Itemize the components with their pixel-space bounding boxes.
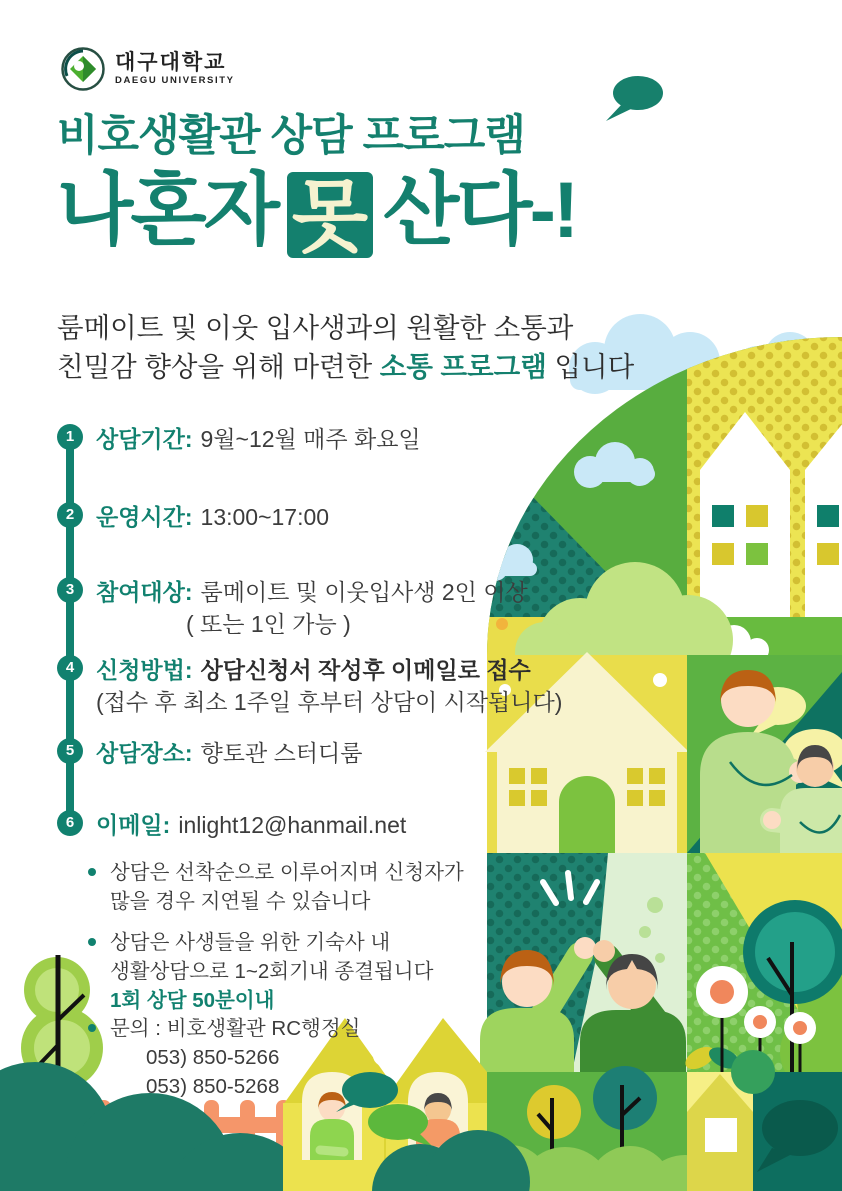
item-label: 신청방법: (96, 657, 193, 683)
note-highlight: 1회 상담 50분이내 (110, 989, 275, 1012)
highfive-tile (480, 853, 687, 1072)
item-label: 참여대상: (96, 579, 193, 605)
university-logo (60, 46, 235, 92)
logo-korean-name: 대구대학교 (115, 50, 227, 74)
item-value: 9월~12월 매주 화요일 (200, 426, 421, 452)
program-title: 비호생활관 상담 프로그램 (57, 112, 525, 160)
main-title (57, 162, 577, 261)
info-item-hours (57, 502, 329, 533)
note-sessions (88, 928, 433, 1015)
note-contact (88, 1014, 360, 1101)
item-number-badge: 3 (57, 577, 83, 603)
note-line: 생활상담으로 1~2회기내 종결됩니다 (110, 960, 434, 983)
item-number-badge: 1 (57, 424, 83, 450)
item-number-badge: 6 (57, 810, 83, 836)
item-value-line2: ( 또는 1인 가능 ) (186, 611, 351, 637)
bullet-dot-icon (88, 1024, 96, 1032)
info-item-email (57, 810, 406, 841)
contact-office: 문의 : 비호생활관 RC행정실 (110, 1017, 361, 1040)
bullet-dot-icon (88, 938, 96, 946)
item-value: 향토관 스터디룸 (200, 740, 363, 766)
item-label: 상담장소: (96, 740, 193, 766)
intro-highlight: 소통 프로그램 (379, 351, 547, 382)
info-item-apply (57, 655, 562, 719)
info-item-place (57, 738, 362, 769)
item-value-line2: (접수 후 최소 1주일 후부터 상담이 시작됩니다) (96, 689, 563, 715)
intro-line1: 룸메이트 및 이웃 입사생과의 원활한 소통과 (57, 312, 574, 343)
intro-line2 (57, 347, 634, 386)
item-number-badge: 2 (57, 502, 83, 528)
main-title-boxed-word: 못 (287, 172, 373, 258)
contact-phone-2: 053) 850-5268 (146, 1075, 280, 1098)
info-item-period (57, 424, 421, 455)
contact-phone-1: 053) 850-5266 (146, 1046, 280, 1069)
info-item-target (57, 577, 528, 641)
item-number-badge: 4 (57, 655, 83, 681)
university-emblem-icon (60, 46, 106, 92)
bullet-dot-icon (88, 868, 96, 876)
note-first-come (88, 858, 464, 916)
intro-line2-post: 입니다 (546, 351, 635, 382)
door-icon (559, 776, 615, 853)
intro-paragraph (57, 308, 634, 386)
item-label: 운영시간: (96, 504, 193, 530)
item-label: 상담기간: (96, 426, 193, 452)
note-line: 많을 경우 지연될 수 있습니다 (110, 890, 371, 913)
item-value: 룸메이트 및 이웃입사생 2인 이상 (200, 579, 528, 605)
item-value: 상담신청서 작성후 이메일로 접수 (200, 657, 531, 683)
neighbors-tile (687, 655, 842, 853)
note-line: 상담은 선착순으로 이루어지며 신청자가 (110, 861, 464, 884)
note-line: 상담은 사생들을 위한 기숙사 내 (110, 931, 391, 954)
main-title-pre: 나혼자 (57, 165, 277, 254)
main-title-post: 산다-! (382, 165, 577, 254)
item-value-email: inlight12@hanmail.net (178, 812, 407, 838)
item-label: 이메일: (96, 812, 171, 838)
item-number-badge: 5 (57, 738, 83, 764)
logo-english-name: DAEGU UNIVERSITY (115, 75, 235, 87)
intro-line2-pre: 친밀감 향상을 위해 마련한 (57, 351, 380, 382)
item-value: 13:00~17:00 (200, 504, 330, 530)
title-speech-bubble-icon (606, 76, 663, 121)
